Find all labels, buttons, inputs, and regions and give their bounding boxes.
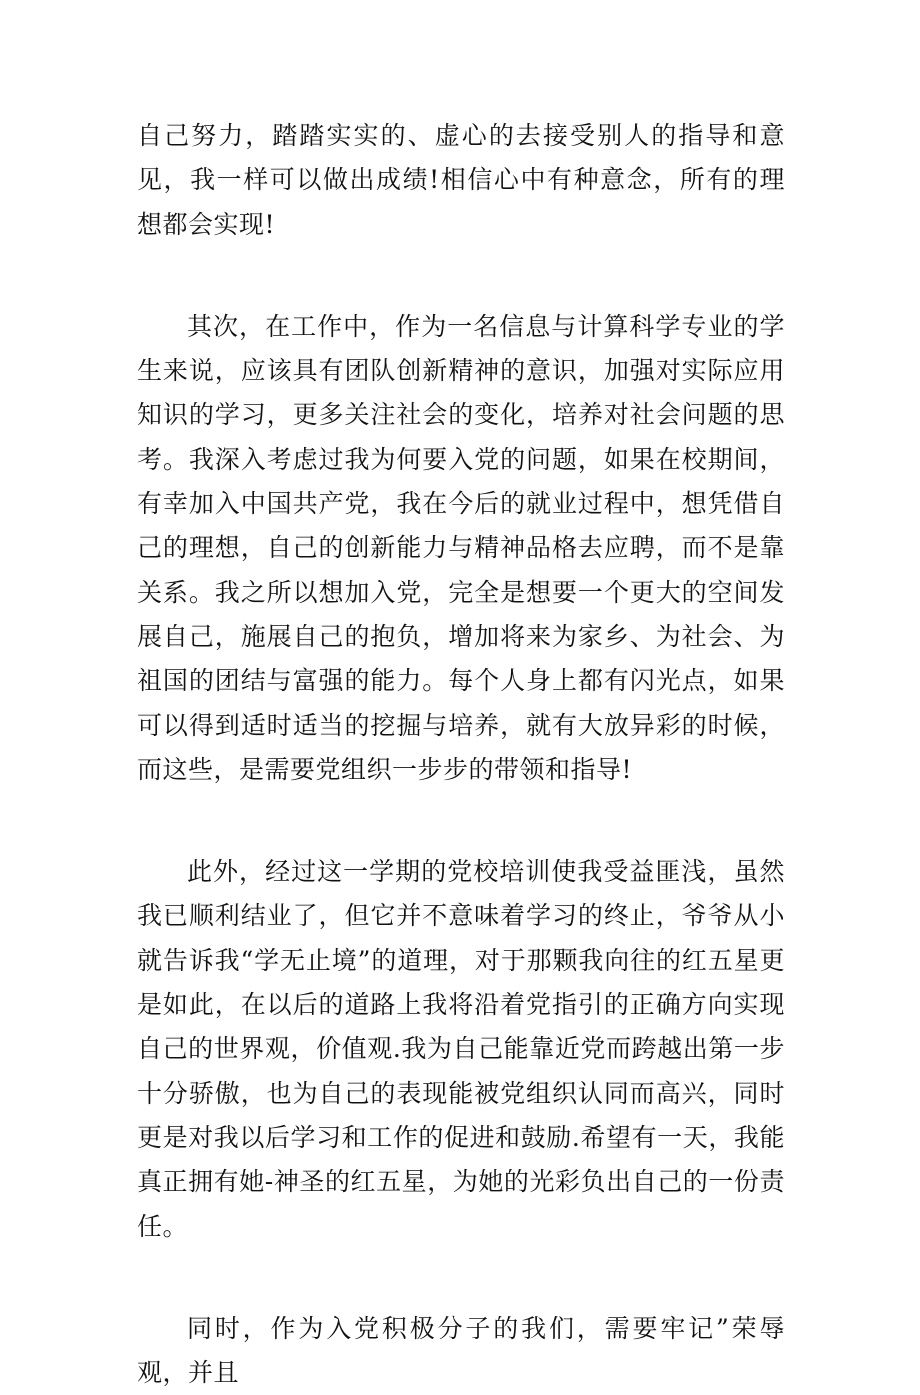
paragraph-spacer — [137, 247, 785, 305]
paragraph-2: 其次，在工作中，作为一名信息与计算科学专业的学生来说，应该具有团队创新精神的意识，加强对实际应用知识的学习，更多关注社会的变化，培养对社会问题的思考。我深入考虑过我为何要入党的问题，如果在校期间，有幸加入中国共产党，我在今后的就业过程中，想凭借自己的理想，自己的创新能力与精神品格去应聘，而不是靠关系。我之所以想加入党，完全是想要一个更大的空间发展自己，施展自己的抱负，增加将来为家乡、为社会、为祖国的团结与富强的能力。每个人身上都有闪光点，如果可以得到适时适当的挖掘与培养，就有大放异彩的时候，而这些，是需要党组织一步步的带领和指导! — [137, 311, 785, 784]
paragraph-spacer — [137, 1249, 785, 1307]
paragraph-1: 自己努力，踏踏实实的、虚心的去接受别人的指导和意见，我一样可以做出成绩!相信心中有种意念，所有的理想都会实现! — [137, 121, 785, 239]
paragraph-3: 此外，经过这一学期的党校培训使我受益匪浅，虽然我已顺利结业了，但它并不意味着学习的终止，爷爷从小就告诉我“学无止境”的道理，对于那颗我向往的红五星更是如此，在以后的道路上我将沿着党指引的正确方向实现自己的世界观，价值观.我为自己能靠近党而跨越出第一步十分骄傲，也为自己的表现能被党组织认同而高兴，同时更是对我以后学习和工作的促进和鼓励.希望有一天，我能真正拥有她-神圣的红五星，为她的光彩负出自己的一份责任。 — [137, 857, 785, 1241]
paragraph-4: 同时，作为入党积极分子的我们，需要牢记”荣辱观，并且 — [137, 1313, 785, 1388]
document-page — [137, 114, 785, 1395]
paragraph-spacer — [137, 792, 785, 850]
